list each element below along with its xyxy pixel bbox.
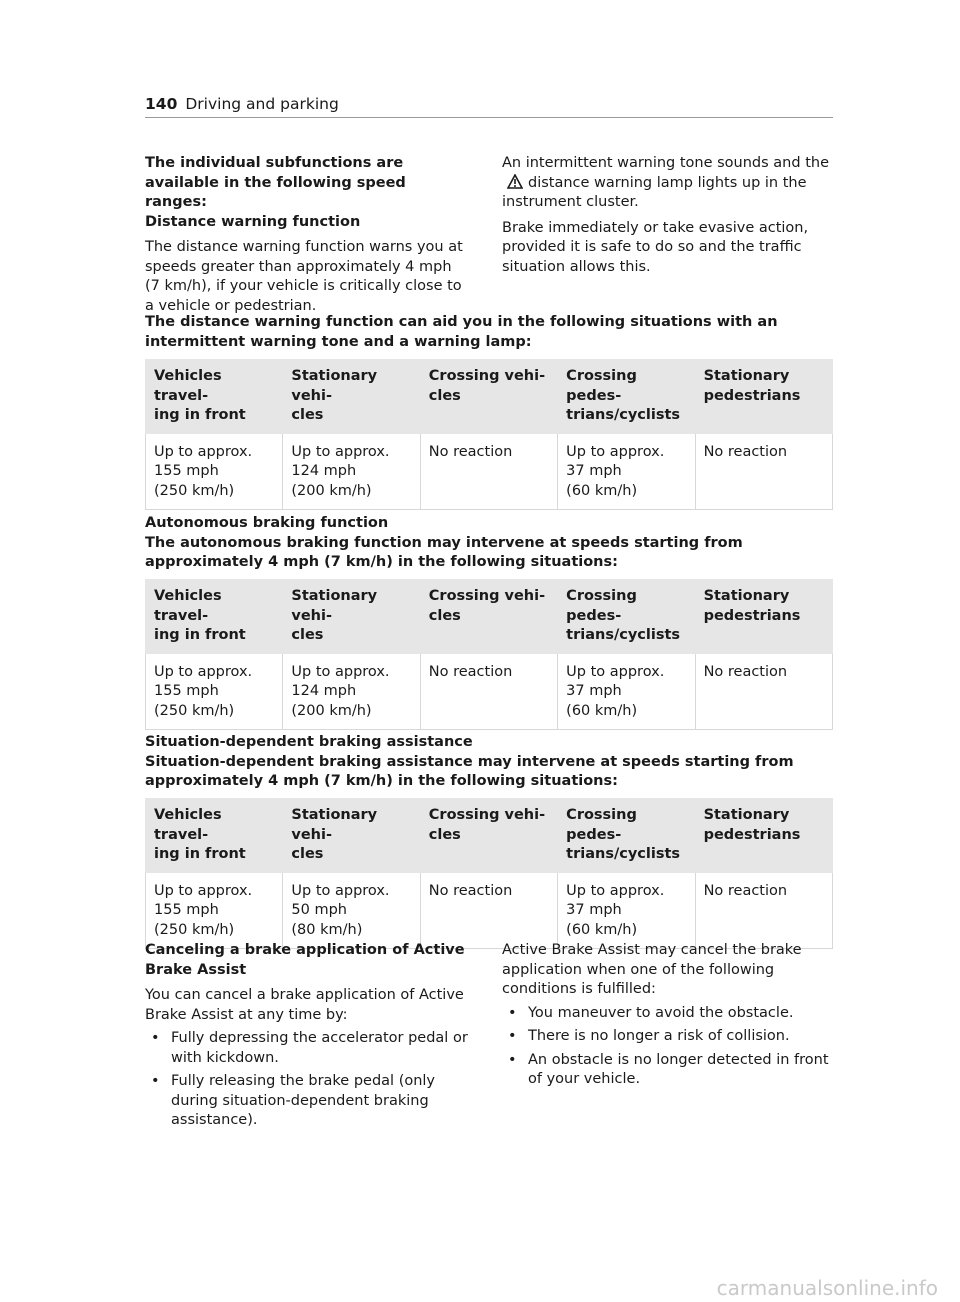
- table-header-row: [146, 799, 833, 873]
- table-row: [146, 653, 833, 730]
- autonomous-braking-table: [145, 579, 833, 730]
- section3-heading-block: [145, 733, 835, 792]
- distance-warning-table: [145, 359, 833, 510]
- col-header-crossing-pedestrians: Crossing pedes- trians/cyclists: [558, 580, 695, 654]
- bullet-icon: •: [151, 1030, 160, 1046]
- table-cell: Up to approx. 155 mph (250 km/h): [146, 872, 283, 949]
- table-cell: Up to approx. 124 mph (200 km/h): [283, 433, 420, 510]
- col-header-crossing-vehicles: Crossing vehi- cles: [420, 360, 557, 434]
- table-cell: Up to approx. 37 mph (60 km/h): [558, 433, 695, 510]
- list-item: • Fully releasing the brake pedal (only during situation-dependent braking assistance).: [151, 1073, 436, 1128]
- col-header-vehicles: Vehicles travel- ing in front: [146, 360, 283, 434]
- cancel-conditions-body: Active Brake Assist may cancel the brake application when one of the following conditions is fulfilled:: [502, 942, 802, 997]
- bullet-icon: •: [508, 1004, 517, 1021]
- col-header-stationary-vehicles: Stationary vehi- cles: [283, 360, 420, 434]
- list-item: • An obstacle is no longer detected in front of your vehicle.: [508, 1051, 829, 1087]
- col-header-stationary-pedestrians: Stationary pedestrians: [695, 799, 832, 873]
- intro-heading: The individual subfunctions are available in the following speed ranges:: [145, 155, 406, 210]
- list-item: • You maneuver to avoid the obstacle.: [502, 1004, 836, 1024]
- col-header-vehicles: Vehicles travel- ing in front: [146, 799, 283, 873]
- distance-warning-body: The distance warning function warns you at speeds greater than approximately 4 mph (7 km/h), if your vehicle is critically close to a vehicle or pedestrian.: [145, 239, 463, 314]
- table-cell: Up to approx. 37 mph (60 km/h): [558, 653, 695, 730]
- warning-tone-paragraph: [502, 154, 833, 213]
- distance-warning-lamp-icon: [502, 174, 528, 194]
- table-row: [146, 872, 833, 949]
- intro-right-column: [502, 154, 833, 277]
- table-cell: No reaction: [695, 433, 832, 510]
- cancel-heading: Canceling a brake application of Active Brake Assist: [145, 942, 465, 978]
- distance-warning-heading: Distance warning function: [145, 213, 361, 230]
- table-cell: Up to approx. 37 mph (60 km/h): [558, 872, 695, 949]
- col-header-vehicles: Vehicles travel- ing in front: [146, 580, 283, 654]
- section3-lead: Situation-dependent braking assistance may intervene at speeds starting from approximately 4 mph (7 km/h) in the following situations:: [145, 753, 794, 789]
- col-header-crossing-vehicles: Crossing vehi- cles: [420, 799, 557, 873]
- section2-lead: The autonomous braking function may intervene at speeds starting from approximately 4 mph (7 km/h) in the following situations:: [145, 534, 743, 570]
- table-cell: No reaction: [420, 872, 557, 949]
- col-header-crossing-pedestrians: Crossing pedes- trians/cyclists: [558, 799, 695, 873]
- col-header-stationary-vehicles: Stationary vehi- cles: [283, 580, 420, 654]
- section2-title: Autonomous braking function: [145, 515, 389, 531]
- table-cell: Up to approx. 124 mph (200 km/h): [283, 653, 420, 730]
- col-header-stationary-pedestrians: Stationary pedestrians: [695, 580, 832, 654]
- cancel-left-column: [145, 941, 475, 1135]
- situation-braking-table: [145, 798, 833, 949]
- col-header-stationary-pedestrians: Stationary pedestrians: [695, 360, 832, 434]
- table-cell: Up to approx. 155 mph (250 km/h): [146, 653, 283, 730]
- table-cell: Up to approx. 155 mph (250 km/h): [146, 433, 283, 510]
- brake-immediately-paragraph: Brake immediately or take evasive action, provided it is safe to do so and the traffic situation allows this.: [502, 219, 809, 275]
- table-cell: No reaction: [420, 653, 557, 730]
- section-title: Driving and parking: [185, 95, 339, 113]
- table-cell: Up to approx. 50 mph (80 km/h): [283, 872, 420, 949]
- table-cell: No reaction: [695, 872, 832, 949]
- warning-tone-text-2: distance warning lamp lights up in the instrument cluster.: [502, 174, 807, 210]
- table-cell: No reaction: [420, 433, 557, 510]
- cancel-right-column: [502, 941, 836, 1094]
- list-item: • There is no longer a risk of collision.: [502, 1027, 836, 1047]
- table-header-row: [146, 580, 833, 654]
- cancel-conditions-list: [502, 1004, 836, 1090]
- bullet-icon: •: [508, 1028, 517, 1044]
- bullet-icon: •: [151, 1073, 160, 1089]
- section2-heading-block: [145, 514, 835, 573]
- list-item: • Fully depressing the accelerator pedal or with kickdown.: [151, 1030, 468, 1066]
- intro-left-column: [145, 154, 463, 316]
- bullet-icon: •: [508, 1051, 517, 1068]
- col-header-stationary-vehicles: Stationary vehi- cles: [283, 799, 420, 873]
- cancel-body: You can cancel a brake application of Active Brake Assist at any time by:: [145, 987, 464, 1023]
- col-header-crossing-pedestrians: Crossing pedes- trians/cyclists: [558, 360, 695, 434]
- section3-title: Situation-dependent braking assistance: [145, 734, 473, 750]
- page-header: [145, 95, 833, 118]
- section1-lead: The distance warning function can aid you in the following situations with an intermittent warning tone and a warning lamp:: [145, 314, 778, 350]
- table-row: [146, 433, 833, 510]
- page-number: 140: [145, 95, 178, 113]
- table-cell: No reaction: [695, 653, 832, 730]
- cancel-bullet-list: [145, 1029, 475, 1131]
- table-header-row: [146, 360, 833, 434]
- watermark: carmanualsonline.info: [716, 1275, 938, 1300]
- col-header-crossing-vehicles: Crossing vehi- cles: [420, 580, 557, 654]
- warning-tone-text-1: An intermittent warning tone sounds and the: [502, 155, 829, 171]
